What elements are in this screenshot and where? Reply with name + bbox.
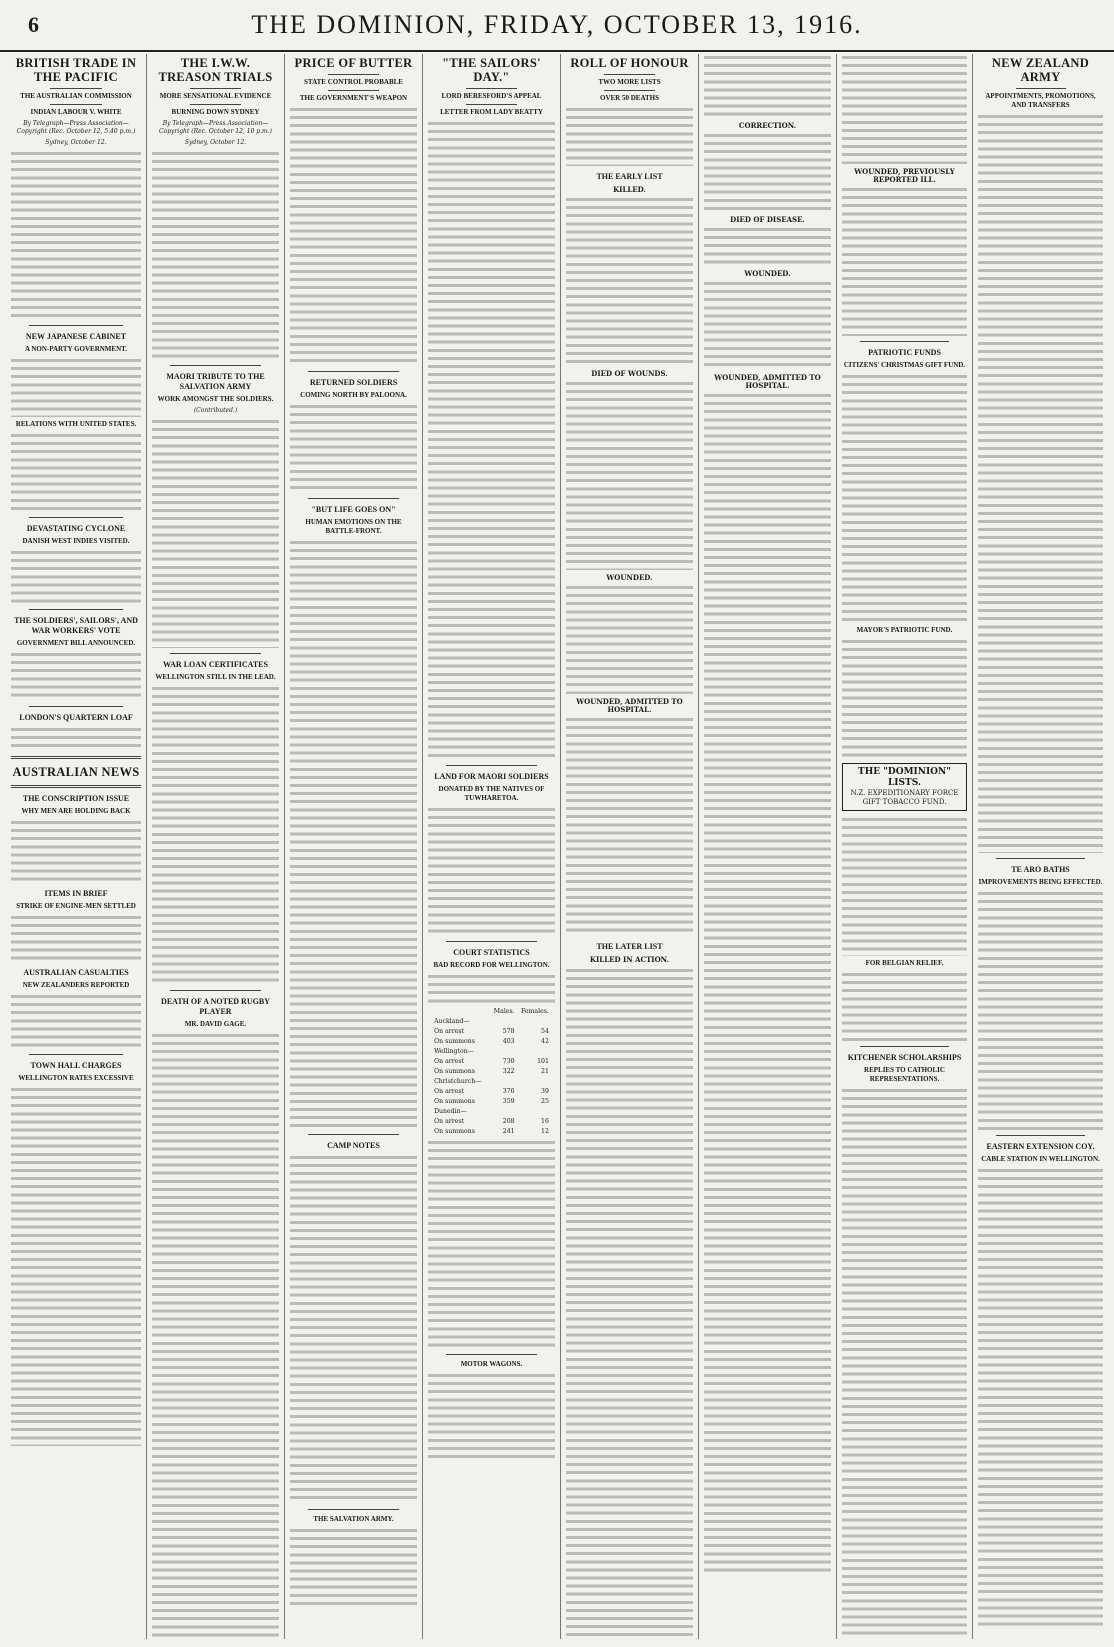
table-row [433, 1097, 550, 1107]
section-wounded-previously: WOUNDED, PREVIOUSLY REPORTED ILL. [854, 167, 955, 185]
table-cell: On summons [434, 1128, 475, 1135]
table-cell: Christchurch— [434, 1078, 482, 1085]
subhead: IMPROVEMENTS BEING EFFECTED. [978, 878, 1103, 886]
section-wounded: WOUNDED. [744, 269, 791, 279]
table-cell: 578 [502, 1028, 515, 1035]
subhead: A NON-PARTY GOVERNMENT. [24, 345, 128, 354]
table-cell: On arrest [434, 1028, 465, 1035]
subhead: THE SALVATION ARMY. [313, 1515, 394, 1523]
subhead: STRIKE OF ENGINE-MEN SETTLED [16, 902, 136, 911]
table-cell: 403 [502, 1038, 515, 1045]
table-header-row [433, 1007, 550, 1017]
column-5 [560, 54, 698, 1639]
headline-price-butter: PRICE OF BUTTER [294, 56, 413, 70]
table-row [433, 1037, 550, 1047]
headline-maori-tribute: MAORI TRIBUTE TO THE SALVATION ARMY [166, 372, 265, 392]
headline-nz-army: NEW ZEALAND ARMY [991, 56, 1090, 84]
table-header-cell: Males. [493, 1008, 515, 1015]
table-cell: 208 [502, 1118, 515, 1125]
headline-eastern-extension: EASTERN EXTENSION COY. [986, 1142, 1095, 1151]
box-title: THE "DOMINION" LISTS. [858, 767, 951, 789]
subhead: TWO MORE LISTS [598, 78, 661, 86]
column-7 [836, 54, 972, 1639]
section-died-disease: DIED OF DISEASE. [730, 215, 805, 225]
table-cell: 730 [502, 1058, 515, 1065]
box-subtitle: N.Z. EXPEDITIONARY FORCE GIFT TOBACCO FUND. [850, 789, 959, 807]
headline-returned-soldiers: RETURNED SOLDIERS [309, 378, 398, 387]
byline: By Telegraph—Press Association—Copyright (Rec. October 12, 5.40 p.m.) [16, 120, 136, 136]
subhead: BAD RECORD FOR WELLINGTON. [433, 961, 550, 969]
contributed-note: (Contributed.) [193, 407, 238, 415]
subhead: DANISH WEST INDIES VISITED. [22, 537, 130, 546]
table-cell [490, 1047, 516, 1057]
subhead: BURNING DOWN SYDNEY [171, 108, 260, 116]
subhead: FOR BELGIAN RELIEF. [865, 959, 944, 968]
section-correction: CORRECTION. [738, 121, 797, 130]
subhead: WELLINGTON STILL IN THE LEAD. [155, 673, 276, 682]
table-cell [490, 1107, 516, 1117]
columns [6, 54, 1108, 1639]
section-wounded: WOUNDED. [606, 573, 653, 583]
headline-british-trade: BRITISH TRADE IN THE PACIFIC [15, 56, 137, 84]
subhead: RELATIONS WITH UNITED STATES. [15, 420, 137, 429]
table-header-cell [433, 1007, 489, 1017]
table-cell: Auckland— [434, 1018, 470, 1025]
section-wounded-hospital: WOUNDED, ADMITTED TO HOSPITAL. [714, 373, 821, 391]
subhead: STATE CONTROL PROBABLE [304, 78, 403, 86]
table-row [433, 1127, 550, 1137]
subhead: NEW ZEALANDERS REPORTED [22, 981, 130, 990]
column-6 [698, 54, 836, 1639]
table-cell: On summons [434, 1098, 475, 1105]
table-cell: 42 [541, 1038, 549, 1045]
table-row [433, 1047, 550, 1057]
subhead: MR. DAVID GAGE. [184, 1020, 247, 1029]
column-8 [972, 54, 1108, 1639]
page-number: 6 [28, 12, 39, 37]
masthead-title: THE DOMINION, FRIDAY, OCTOBER 13, 1916. [251, 10, 863, 39]
subhead: MOTOR WAGONS. [460, 1360, 523, 1368]
section-killed: KILLED. [613, 185, 646, 194]
headline-roll-of-honour: ROLL OF HONOUR [570, 56, 689, 70]
headline-maori-land: LAND FOR MAORI SOLDIERS [434, 772, 549, 781]
table-cell: Wellington— [434, 1048, 474, 1055]
headline-japanese-cabinet: NEW JAPANESE CABINET [25, 332, 127, 342]
table-cell: On summons [434, 1068, 475, 1075]
table-cell: On arrest [434, 1058, 465, 1065]
subhead: MORE SENSATIONAL EVIDENCE [159, 92, 272, 100]
headline-sailors-day: "THE SAILORS' DAY." [442, 56, 541, 84]
headline-items-brief: ITEMS IN BRIEF [44, 889, 108, 899]
subhead: CABLE STATION IN WELLINGTON. [981, 1155, 1100, 1163]
headline-quartern-loaf: LONDON'S QUARTERN LOAF [19, 713, 133, 723]
table-row [433, 1087, 550, 1097]
table-cell: 359 [502, 1098, 515, 1105]
headline-later-list: THE LATER LIST [596, 942, 663, 952]
court-statistics-table [433, 1007, 550, 1137]
table-cell: 322 [502, 1068, 515, 1075]
headline-cyclone: DEVASTATING CYCLONE [26, 524, 126, 534]
subhead: REPLIES TO CATHOLIC REPRESENTATIONS. [864, 1066, 945, 1084]
subhead: WORK AMONGST THE SOLDIERS. [157, 395, 274, 404]
table-cell: 101 [537, 1058, 549, 1065]
headline-rugby-player: DEATH OF A NOTED RUGBY PLAYER [161, 997, 270, 1017]
table-row [433, 1117, 550, 1127]
table-cell: On arrest [434, 1088, 465, 1095]
headline-kitchener: KITCHENER SCHOLARSHIPS [847, 1053, 962, 1063]
subhead: THE AUSTRALIAN COMMISSION [20, 92, 132, 100]
section-killed-action: KILLED IN ACTION. [589, 955, 670, 965]
column-4 [422, 54, 560, 1639]
subhead: THE GOVERNMENT'S WEAPON [299, 94, 408, 102]
table-cell [516, 1077, 550, 1087]
subhead: DONATED BY THE NATIVES OF TUWHARETOA. [438, 785, 545, 802]
table-cell: 241 [502, 1128, 515, 1135]
headline-te-aro-baths: TE ARO BATHS [1011, 865, 1070, 874]
headline-iww-trials: THE I.W.W. TREASON TRIALS [158, 56, 273, 84]
table-cell: 16 [541, 1118, 549, 1125]
headline-life-goes-on: "BUT LIFE GOES ON" [311, 505, 396, 514]
column-1 [6, 54, 146, 1639]
dateline: Sydney, October 12. [45, 139, 107, 147]
subhead: INDIAN LABOUR V. WHITE [30, 108, 122, 116]
headline-patriotic-funds: PATRIOTIC FUNDS [868, 348, 941, 358]
subhead: HUMAN EMOTIONS ON THE BATTLE-FRONT. [305, 518, 402, 535]
table-cell [516, 1107, 550, 1117]
table-cell: 376 [502, 1088, 515, 1095]
headline-early-list: THE EARLY LIST [596, 172, 663, 181]
subhead: GOVERNMENT BILL ANNOUNCED. [16, 639, 136, 648]
headline-soldiers-vote: THE SOLDIERS', SAILORS', AND WAR WORKERS' VOTE [14, 616, 138, 636]
table-row [433, 1107, 550, 1117]
table-cell: On summons [434, 1038, 475, 1045]
section-died-wounds: DIED OF WOUNDS. [591, 369, 668, 379]
section-wounded-hospital: WOUNDED, ADMITTED TO HOSPITAL. [576, 697, 683, 715]
byline: By Telegraph—Press Association—Copyright (Rec. October 12, 10 p.m.) [159, 120, 272, 136]
subhead: OVER 50 DEATHS [600, 94, 659, 102]
subhead: LORD BERESFORD'S APPEAL [441, 92, 542, 100]
table-cell [490, 1017, 516, 1027]
table-cell: On arrest [434, 1118, 465, 1125]
headline-court-statistics: COURT STATISTICS [453, 948, 530, 957]
table-cell: 21 [541, 1068, 549, 1075]
column-3 [284, 54, 422, 1639]
table-cell: 54 [541, 1028, 549, 1035]
headline-australian-news: AUSTRALIAN NEWS [12, 765, 140, 780]
headline-casualties: AUSTRALIAN CASUALTIES [23, 968, 129, 978]
headline-conscription: THE CONSCRIPTION ISSUE [22, 794, 130, 804]
table-cell: Dunedin— [434, 1108, 467, 1115]
table-cell [516, 1047, 550, 1057]
table-cell: 12 [541, 1128, 549, 1135]
dominion-lists-box [842, 763, 967, 811]
subhead: WELLINGTON RATES EXCESSIVE [18, 1074, 134, 1083]
subhead: COMING NORTH BY PALOONA. [300, 391, 407, 399]
subhead: LETTER FROM LADY BEATTY [440, 108, 543, 116]
table-cell [516, 1017, 550, 1027]
headline-war-loan: WAR LOAN CERTIFICATES [163, 660, 268, 670]
subhead: WHY MEN ARE HOLDING BACK [21, 807, 131, 816]
table-row [433, 1027, 550, 1037]
table-row [433, 1057, 550, 1067]
table-cell: 39 [541, 1088, 549, 1095]
dateline: Sydney, October 12. [184, 139, 247, 147]
table-header-cell: Females. [520, 1008, 549, 1015]
subhead: APPOINTMENTS, PROMOTIONS, AND TRANSFERS [985, 92, 1096, 109]
table-row [433, 1017, 550, 1027]
headline-town-hall: TOWN HALL CHARGES [30, 1061, 122, 1071]
table-row [433, 1077, 550, 1087]
headline-camp-notes: CAMP NOTES [327, 1141, 380, 1150]
subhead: MAYOR'S PATRIOTIC FUND. [856, 626, 953, 635]
masthead [0, 8, 1114, 52]
table-cell: 25 [541, 1098, 549, 1105]
table-cell [490, 1077, 516, 1087]
column-2 [146, 54, 284, 1639]
table-row [433, 1067, 550, 1077]
subhead: CITIZENS' CHRISTMAS GIFT FUND. [843, 361, 966, 370]
